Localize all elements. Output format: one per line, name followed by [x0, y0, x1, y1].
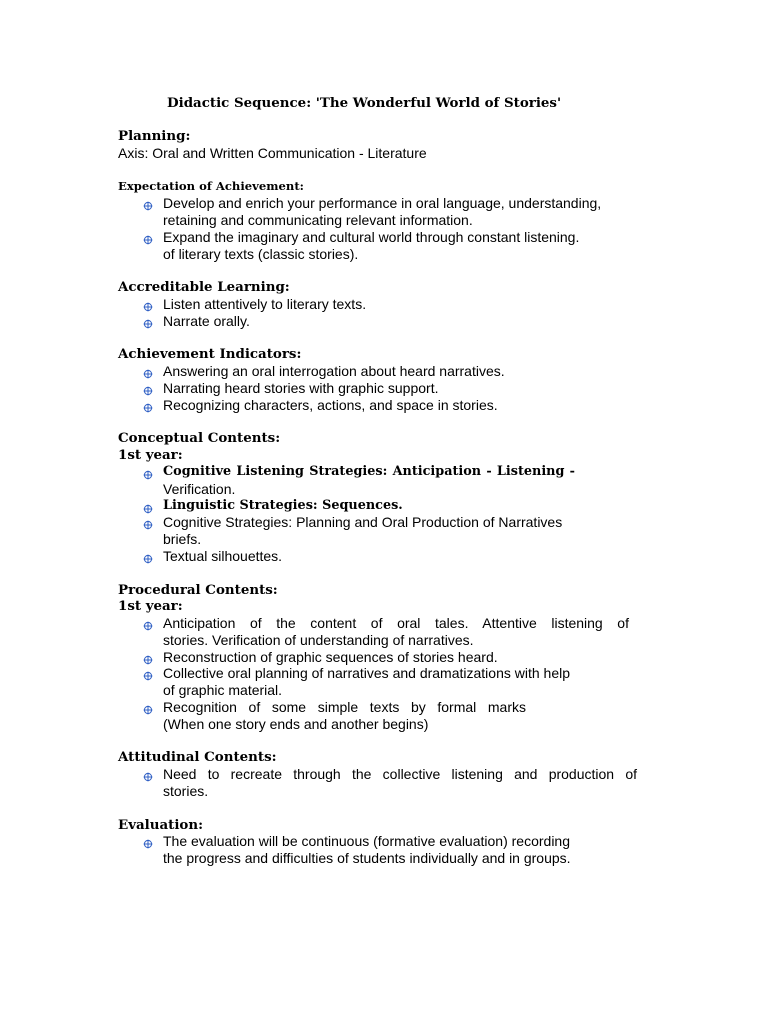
list-item-line: retaining and communicating relevant information. — [163, 211, 473, 228]
list-item-line: Reconstruction of graphic sequences of stories heard. — [163, 649, 498, 665]
list-item-line: Expand the imaginary and cultural world through constant listening. — [163, 229, 580, 245]
list-item-line: Listen attentively to literary texts. — [163, 296, 367, 312]
list-item-line: Linguistic Strategies: Sequences. — [163, 498, 403, 513]
bullet-icon — [143, 618, 153, 628]
list-item-line: of graphic material. — [163, 681, 283, 698]
conceptual-heading: Conceptual Contents: — [118, 430, 281, 446]
list-item-line: the progress and difficulties of students individually and in groups. — [163, 849, 571, 866]
bullet-icon — [143, 836, 153, 846]
bullet-icon — [143, 400, 153, 410]
list-item-line: (When one story ends and another begins) — [163, 715, 429, 732]
list-item-line: Develop and enrich your performance in oral language, understanding, — [163, 195, 602, 211]
procedural-heading: Procedural Contents: — [118, 582, 278, 598]
list-item-line: of literary texts (classic stories). — [163, 245, 359, 262]
bullet-icon — [143, 668, 153, 678]
bullet-icon — [143, 383, 153, 393]
conceptual-year: 1st year: — [118, 447, 183, 463]
list-item-line: Recognition of some simple texts by formal marks — [163, 699, 526, 715]
bullet-icon — [143, 551, 153, 561]
evaluation-heading: Evaluation: — [118, 817, 204, 833]
bullet-icon — [143, 501, 153, 511]
bullet-icon — [143, 769, 153, 779]
bullet-icon — [143, 198, 153, 208]
list-item-line: briefs. — [163, 530, 202, 547]
bullet-icon — [143, 316, 153, 326]
bullet-icon — [143, 517, 153, 527]
procedural-year: 1st year: — [118, 598, 183, 614]
list-item-line: Answering an oral interrogation about heard narratives. — [163, 363, 505, 379]
bullet-icon — [143, 366, 153, 376]
list-item-line: Narrating heard stories with graphic support. — [163, 380, 439, 396]
bullet-icon — [143, 232, 153, 242]
list-item-line: Cognitive Strategies: Planning and Oral Production of Narratives — [163, 514, 563, 530]
list-item-line: Anticipation of the content of oral tales. Attentive listening of — [163, 615, 629, 631]
list-item-line: Cognitive Listening Strategies: Anticipation - Listening - — [163, 464, 575, 479]
list-item-line: Verification. — [163, 480, 236, 497]
bullet-icon — [143, 299, 153, 309]
planning-axis: Axis: Oral and Written Communication - Literature — [118, 145, 427, 161]
bullet-icon — [143, 467, 153, 477]
document-title: Didactic Sequence: 'The Wonderful World of Stories' — [167, 95, 562, 111]
list-item-line: Narrate orally. — [163, 313, 250, 329]
expectation-heading: Expectation of Achievement: — [118, 179, 304, 193]
attitudinal-heading: Attitudinal Contents: — [118, 749, 277, 765]
list-item-line: stories. — [163, 782, 209, 799]
bullet-icon — [143, 702, 153, 712]
planning-heading: Planning: — [118, 128, 191, 144]
list-item-line: Collective oral planning of narratives and dramatizations with help — [163, 665, 570, 681]
indicators-heading: Achievement Indicators: — [118, 346, 302, 362]
list-item-line: Need to recreate through the collective listening and production of — [163, 766, 637, 782]
list-item-line: The evaluation will be continuous (formative evaluation) recording — [163, 833, 570, 849]
bullet-icon — [143, 652, 153, 662]
accreditable-heading: Accreditable Learning: — [118, 279, 290, 295]
list-item-line: Recognizing characters, actions, and space in stories. — [163, 397, 498, 413]
list-item-line: stories. Verification of understanding of narratives. — [163, 631, 474, 648]
list-item-line: Textual silhouettes. — [163, 548, 283, 564]
